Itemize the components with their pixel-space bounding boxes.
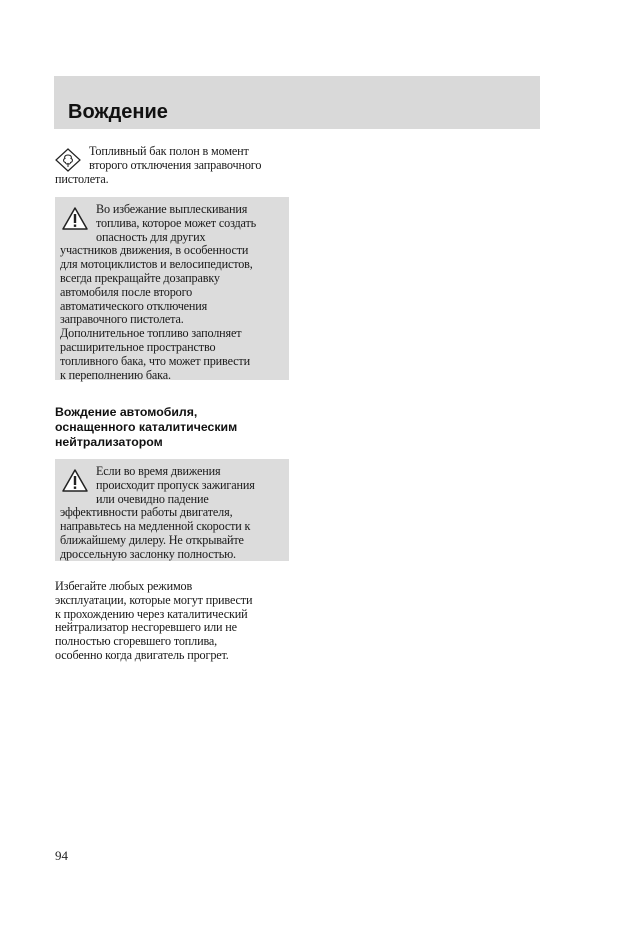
warning-box-fuel bbox=[55, 197, 289, 380]
warning-line: расширительное пространство bbox=[60, 339, 216, 354]
warning-line: ближайшему дилеру. Не открывайте bbox=[60, 532, 244, 547]
body-line: эксплуатации, которые могут привести bbox=[55, 592, 253, 607]
warning-line: к переполнению бака. bbox=[60, 367, 171, 382]
warning-triangle-icon bbox=[61, 206, 89, 231]
warning-line: всегда прекращайте дозаправку bbox=[60, 270, 220, 285]
warning-line: автоматического отключения bbox=[60, 298, 208, 313]
section-title: Вождение bbox=[68, 101, 168, 123]
section-header-bar bbox=[54, 76, 540, 129]
warning-line: топливного бака, что может привести bbox=[60, 353, 250, 368]
eco-note-line: Топливный бак полон в момент bbox=[89, 144, 249, 158]
warning-line: эффективности работы двигателя, bbox=[60, 505, 233, 520]
subsection-heading-line: нейтрализатором bbox=[55, 435, 163, 449]
warning-line: опасность для других bbox=[96, 229, 206, 244]
warning-line: для мотоциклистов и велосипедистов, bbox=[60, 257, 253, 272]
warning-line: автомобиля после второго bbox=[60, 284, 193, 299]
body-paragraph bbox=[55, 580, 295, 663]
warning-line: заправочного пистолета. bbox=[60, 312, 184, 327]
page-number: 94 bbox=[55, 848, 68, 863]
subsection-heading bbox=[55, 405, 295, 450]
warning-triangle-icon bbox=[61, 468, 89, 493]
eco-note-line: пистолета. bbox=[55, 171, 109, 186]
eco-note bbox=[55, 145, 291, 186]
warning-line: участников движения, в особенности bbox=[60, 243, 249, 258]
subsection-heading-line: оснащенного каталитическим bbox=[55, 420, 238, 434]
warning-line: происходит пропуск зажигания bbox=[96, 477, 255, 492]
eco-note-line: второго отключения заправочного bbox=[89, 157, 262, 172]
warning-box-catalyst bbox=[55, 459, 289, 561]
warning-line: дроссельную заслонку полностью. bbox=[60, 546, 236, 561]
warning-line: направьтесь на медленной скорости к bbox=[60, 519, 251, 534]
subsection-heading-line: Вождение автомобиля, bbox=[55, 405, 198, 419]
warning-line: Дополнительное топливо заполняет bbox=[60, 326, 242, 341]
body-line: к прохождению через каталитический bbox=[55, 606, 248, 621]
body-line: Избегайте любых режимов bbox=[55, 579, 193, 593]
body-line: особенно когда двигатель прогрет. bbox=[55, 647, 229, 662]
body-line: полностью сгоревшего топлива, bbox=[55, 634, 218, 649]
warning-line: или очевидно падение bbox=[96, 491, 209, 506]
body-line: нейтрализатор несгоревшего или не bbox=[55, 620, 237, 635]
warning-line: Во избежание выплескивания bbox=[96, 202, 248, 216]
warning-line: Если во время движения bbox=[96, 464, 221, 478]
warning-line: топлива, которое может создать bbox=[96, 215, 257, 230]
eco-tree-icon bbox=[55, 148, 81, 172]
